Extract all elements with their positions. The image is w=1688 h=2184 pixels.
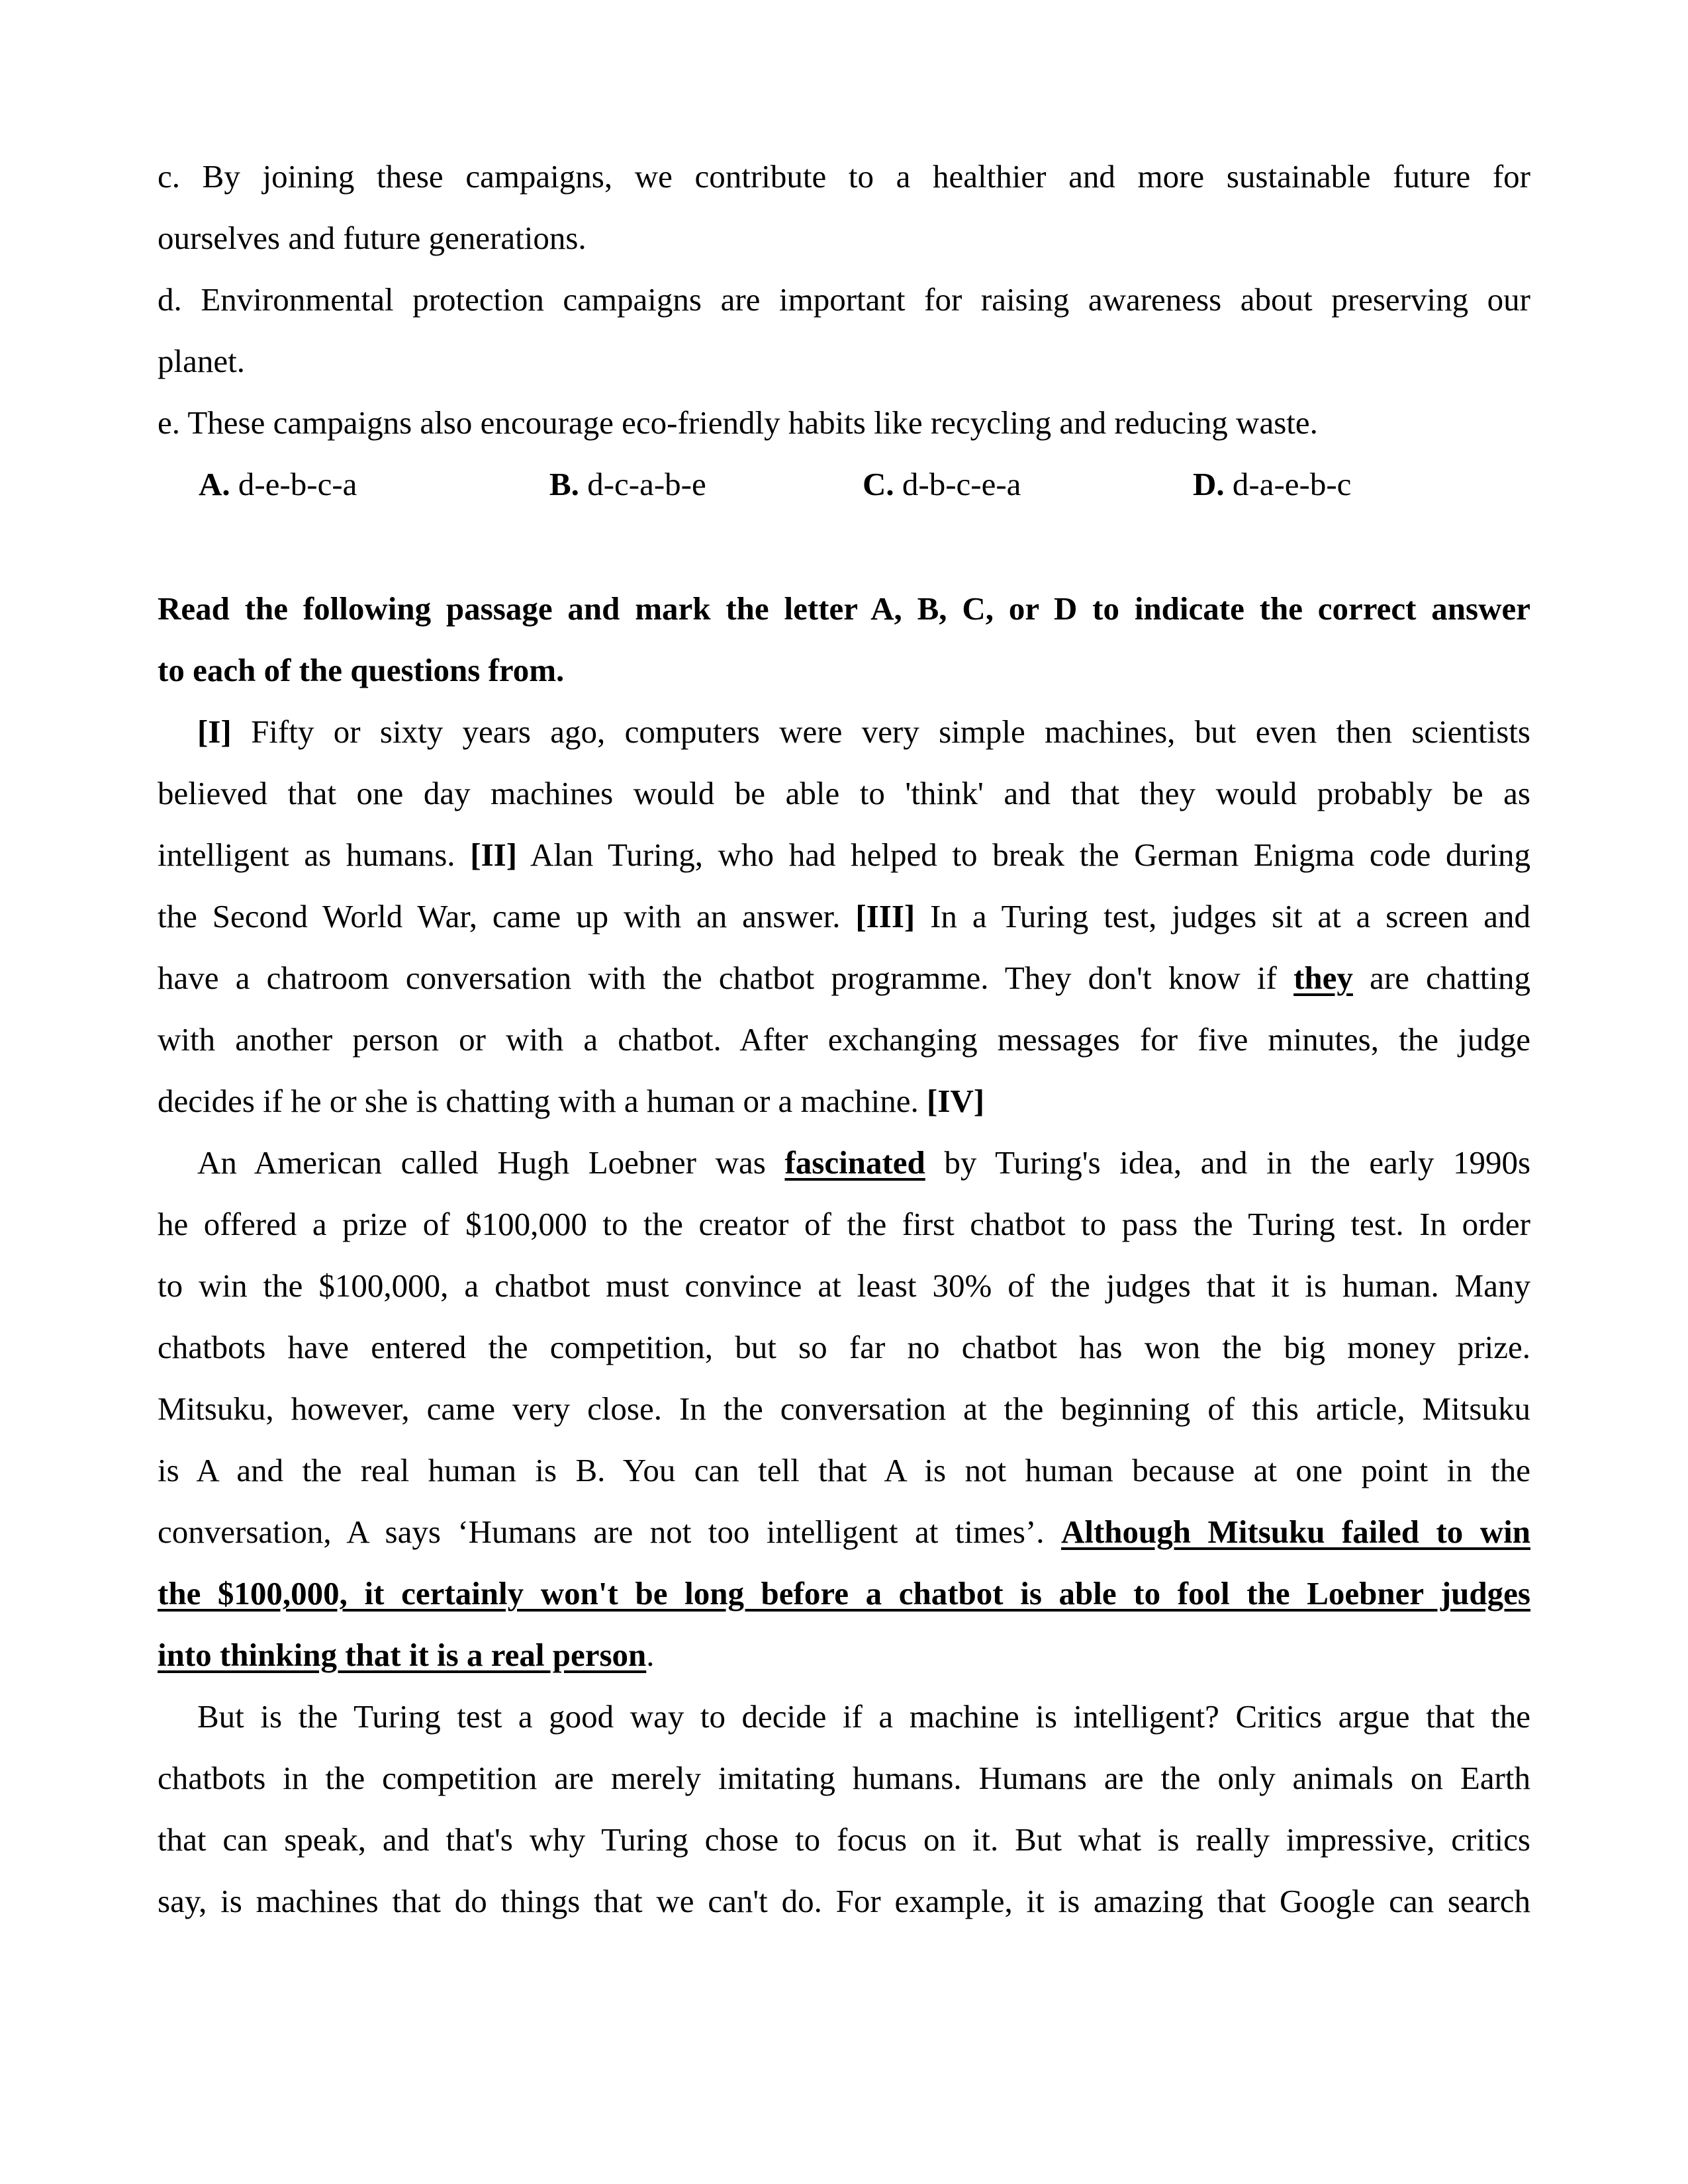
- option-c-text: d-b-c-e-a: [902, 466, 1021, 502]
- sentence-c-line-2: ourselves and future generations.: [158, 220, 586, 256]
- p1-line-3: intelligent as humans. [II] Alan Turing, who had helped to break the German Enigma code during: [158, 837, 1530, 873]
- option-d[interactable]: [1193, 465, 1351, 504]
- underlined-word-they: they: [1293, 960, 1353, 996]
- option-a[interactable]: [199, 465, 357, 504]
- p3-line-1: But is the Turing test a good way to decide if a machine is intelligent? Critics argue that the: [197, 1698, 1530, 1735]
- reading-instruction-line-1: Read the following passage and mark the letter A, B, C, or D to indicate the correct answer: [158, 590, 1530, 627]
- p2-line-9: into thinking that it is a real person.: [158, 1637, 655, 1673]
- p2-line-4: chatbots have entered the competition, but so far no chatbot has won the big money prize.: [158, 1329, 1530, 1365]
- p3-line-3: that can speak, and that's why Turing chose to focus on it. But what is really impressive, critics: [158, 1821, 1530, 1858]
- option-a-text: d-e-b-c-a: [238, 466, 357, 502]
- p1-line-6: with another person or with a chatbot. After exchanging messages for five minutes, the judge: [158, 1021, 1530, 1058]
- p1-line-4: the Second World War, came up with an answer. [III] In a Turing test, judges sit at a screen and: [158, 898, 1531, 934]
- p1-line-5: have a chatroom conversation with the chatbot programme. They don't know if they are chatting: [158, 960, 1531, 996]
- option-a-letter: A.: [199, 466, 230, 502]
- p1-line-7: decides if he or she is chatting with a human or a machine. [IV]: [158, 1083, 985, 1119]
- option-b-letter: B.: [549, 466, 579, 502]
- p1-line-1: [I] Fifty or sixty years ago, computers were very simple machines, but even then scientists: [197, 713, 1530, 750]
- reading-instruction-line-2: to each of the questions from.: [158, 652, 565, 688]
- p3-line-4: say, is machines that do things that we can't do. For example, it is amazing that Google can search: [158, 1883, 1530, 1919]
- sentence-d-line-2: planet.: [158, 343, 245, 379]
- p2-line-7: conversation, A says ‘Humans are not too intelligent at times’. Although Mitsuku failed to win: [158, 1514, 1530, 1550]
- p2-line-1: An American called Hugh Loebner was fascinated by Turing's idea, and in the early 1990s: [197, 1144, 1531, 1181]
- sentence-e: e. These campaigns also encourage eco-friendly habits like recycling and reducing waste.: [158, 404, 1318, 441]
- option-b[interactable]: [549, 465, 706, 504]
- sentence-d-line-1: d. Environmental protection campaigns are important for raising awareness about preserving our: [158, 281, 1530, 318]
- p1-line-2: believed that one day machines would be able to 'think' and that they would probably be as: [158, 775, 1530, 811]
- option-d-text: d-a-e-b-c: [1232, 466, 1352, 502]
- underlined-sentence-part-3: into thinking that it is a real person: [158, 1637, 647, 1673]
- p3-line-2: chatbots in the competition are merely imitating humans. Humans are the only animals on Earth: [158, 1760, 1530, 1796]
- option-b-text: d-c-a-b-e: [587, 466, 706, 502]
- sentence-c-line-1: c. By joining these campaigns, we contribute to a healthier and more sustainable future for: [158, 158, 1530, 195]
- p2-line-5: Mitsuku, however, came very close. In the conversation at the beginning of this article, Mitsuku: [158, 1390, 1530, 1427]
- option-c[interactable]: [863, 465, 1021, 504]
- p2-line-3: to win the $100,000, a chatbot must convince at least 30% of the judges that it is human. Many: [158, 1267, 1530, 1304]
- marker-II: [II]: [470, 837, 518, 873]
- underlined-sentence-part-1: Although Mitsuku failed to win: [1060, 1514, 1530, 1550]
- option-d-letter: D.: [1193, 466, 1225, 502]
- marker-IV: [IV]: [927, 1083, 985, 1119]
- option-c-letter: C.: [863, 466, 894, 502]
- marker-I: [I]: [197, 713, 232, 750]
- marker-III: [III]: [855, 898, 915, 934]
- p2-line-8: [158, 1574, 1530, 1614]
- p2-line-2: he offered a prize of $100,000 to the creator of the first chatbot to pass the Turing test. In order: [158, 1206, 1530, 1242]
- p2-line-6: is A and the real human is B. You can tell that A is not human because at one point in the: [158, 1452, 1530, 1488]
- underlined-word-fascinated: fascinated: [784, 1144, 925, 1181]
- underlined-sentence-part-2: the $100,000, it certainly won't be long before a chatbot is able to fool the Loebner judges: [158, 1575, 1530, 1612]
